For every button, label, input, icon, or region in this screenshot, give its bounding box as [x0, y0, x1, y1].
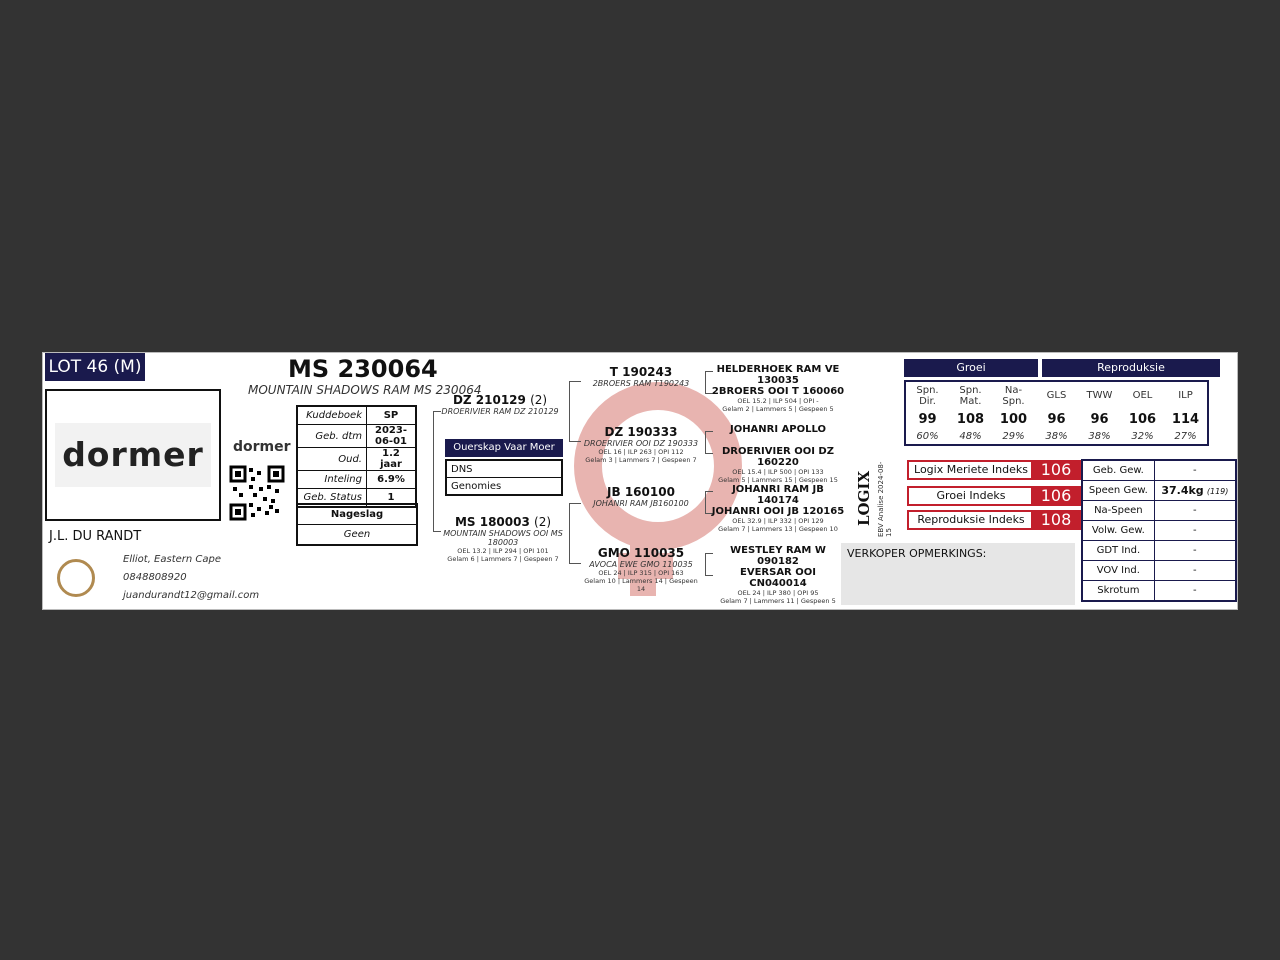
sd-name: DROERIVIER OOI DZ 190333 [583, 439, 699, 448]
measure-label: Geb. Gew. [1082, 460, 1154, 481]
ebv-accuracy: 29% [1002, 431, 1025, 442]
ebv-value: 100 [999, 411, 1028, 427]
ebv-col-header: TWW [1086, 390, 1113, 401]
groei-header: Groei [904, 359, 1038, 377]
measure-value: - [1154, 561, 1236, 581]
ebv-value: 114 [1171, 411, 1200, 427]
breed-label: dormer [233, 439, 291, 455]
connector [705, 371, 706, 393]
info-label: Geb. Status [297, 489, 367, 508]
sire-name: DROERIVIER RAM DZ 210129 [441, 407, 559, 416]
info-label: Kuddeboek [297, 406, 367, 425]
measure-label: GDT Ind. [1082, 541, 1154, 561]
info-label: Inteling [297, 471, 367, 489]
sire-count: (2) [530, 393, 548, 407]
dd-name: AVOCA EWE GMO 110035 [589, 560, 693, 569]
ds-id: JB 160100 [607, 485, 675, 499]
ddd-id: EVERSAR OOI CN040014 [740, 567, 816, 589]
animal-id: MS 230064 [288, 355, 438, 383]
breeder-email[interactable]: juandurandt12@gmail.com [123, 590, 260, 601]
ddd-lambing: Gelam 7 | Lammers 11 | Gespeen 5 [720, 597, 836, 605]
pedigree-sdd [711, 446, 845, 484]
ssd-stats: OEL 15.2 | ILP 504 | OPI - [737, 397, 819, 405]
groei-index [907, 486, 1083, 506]
ebv-accuracy: 32% [1131, 431, 1154, 442]
sd-id: DZ 190333 [604, 425, 678, 439]
ebv-value: 99 [918, 411, 937, 427]
ebv-accuracy: 38% [1045, 431, 1068, 442]
ebv-col-header: ILP [1178, 390, 1193, 401]
pedigree-ss [581, 365, 701, 388]
dam-id: MS 180003 [454, 515, 530, 529]
ssd-id: 2BROERS OOI T 160060 [711, 386, 845, 397]
ebv-accuracy: 48% [959, 431, 982, 442]
breeder-location: Elliot, Eastern Cape [123, 554, 222, 565]
reproduksie-index [907, 510, 1083, 530]
ouerskap-row: Genomies [446, 478, 562, 496]
ebv-table [904, 380, 1209, 446]
ebv-col-header: OEL [1132, 390, 1153, 401]
ouerskap-table [445, 459, 563, 496]
info-label: Oud. [297, 448, 367, 471]
ouerskap-header: Ouerskap Vaar Moer [445, 439, 563, 457]
measure-extra: (119) [1206, 487, 1229, 496]
pedigree-ds [581, 485, 701, 508]
ebv-col-header: GLS [1046, 390, 1067, 401]
sss-id: HELDERHOEK RAM VE 130035 [716, 364, 840, 386]
measure-value: 37.4kg [1161, 484, 1204, 497]
measure-label: Volw. Gew. [1082, 521, 1154, 541]
animal-info-table [296, 405, 417, 508]
pedigree-sire [435, 393, 565, 416]
measure-value: - [1154, 521, 1236, 541]
ebv-col-header: Spn. Dir. [916, 384, 939, 407]
ebv-value: 106 [1128, 411, 1157, 427]
dormer-logo: dormer [55, 423, 211, 487]
logix-meriete-index [907, 460, 1083, 480]
ssd-lambing: Gelam 2 | Lammers 5 | Gespeen 5 [722, 405, 834, 413]
index-value: 108 [1031, 510, 1081, 530]
measure-value: - [1154, 541, 1236, 561]
connector [569, 563, 581, 564]
ebv-accuracy: 60% [916, 431, 939, 442]
dam-lambing: Gelam 6 | Lammers 7 | Gespeen 7 [447, 555, 559, 563]
sdd-lambing: Gelam 5 | Lammers 15 | Gespeen 15 [718, 476, 838, 484]
sdd-stats: OEL 15.4 | ILP 500 | OPI 133 [732, 468, 824, 476]
lot-badge: LOT 46 (M) [45, 353, 145, 381]
pedigree-dd [581, 546, 701, 593]
ebv-value: 96 [1047, 411, 1066, 427]
measure-value: - [1154, 581, 1236, 602]
sds-id: JOHANRI APOLLO [729, 424, 827, 435]
index-value: 106 [1031, 460, 1081, 480]
dsd-lambing: Gelam 7 | Lammers 13 | Gespeen 10 [718, 525, 838, 533]
ebv-accuracy: 38% [1088, 431, 1111, 442]
nageslag-value: Geen [297, 525, 417, 546]
pedigree-ssd [711, 386, 845, 413]
measures-table [1081, 459, 1237, 602]
reproduksie-header: Reproduksie [1042, 359, 1220, 377]
measure-label: Skrotum [1082, 581, 1154, 602]
sd-lambing: Gelam 3 | Lammers 7 | Gespeen 7 [585, 456, 697, 464]
pedigree-dsd [711, 506, 845, 533]
measure-value: - [1154, 460, 1236, 481]
info-value: SP [367, 406, 417, 425]
lot-card [42, 352, 1238, 610]
ds-name: JOHANRI RAM JB160100 [593, 499, 689, 508]
ss-id: T 190243 [609, 365, 673, 379]
seller-remarks-label: VERKOPER OPMERKINGS: [847, 547, 987, 560]
connector [569, 381, 570, 441]
nageslag-table [296, 503, 418, 546]
ebv-accuracy: 27% [1174, 431, 1197, 442]
info-value: 1.2 jaar [367, 448, 417, 471]
breed-logo-box [45, 389, 221, 521]
ebv-col-header: Spn. Mat. [959, 384, 982, 407]
stud-emblem-icon [57, 559, 95, 597]
pedigree-dam [435, 515, 571, 563]
connector [705, 491, 706, 513]
dds-id: WESTLEY RAM W 090182 [730, 545, 826, 567]
ebv-value: 96 [1090, 411, 1109, 427]
dsd-stats: OEL 32.9 | ILP 332 | OPI 129 [732, 517, 824, 525]
info-label: Geb. dtm [297, 425, 367, 448]
sire-id: DZ 210129 [452, 393, 526, 407]
info-value: 1 [367, 489, 417, 508]
connector [433, 411, 434, 531]
connector [569, 441, 581, 442]
connector [705, 553, 706, 575]
connector [705, 431, 706, 453]
measure-label: VOV Ind. [1082, 561, 1154, 581]
dd-lambing: Gelam 10 | Lammers 14 | Gespeen 14 [584, 577, 698, 593]
ouerskap-row: DNS [446, 460, 562, 478]
logix-analysis-date: EBV Analise 2024-08-15 [877, 461, 893, 537]
pedigree-sd [581, 425, 701, 464]
dam-stats: OEL 13.2 | ILP 294 | OPI 101 [457, 547, 549, 555]
logix-logo: LOGIX [855, 470, 873, 526]
dd-id: GMO 110035 [597, 546, 685, 560]
dss-id: JOHANRI RAM JB 140174 [732, 484, 824, 506]
breeder-phone[interactable]: 0848808920 [123, 572, 187, 583]
index-label: Groei Indeks [936, 489, 1006, 502]
measure-label: Speen Gew. [1082, 481, 1154, 501]
dsd-id: JOHANRI OOI JB 120165 [711, 506, 845, 517]
connector [569, 381, 581, 382]
index-value: 106 [1031, 486, 1081, 506]
animal-name: MOUNTAIN SHADOWS RAM MS 230064 [248, 383, 482, 397]
ss-name: 2BROERS RAM T190243 [592, 379, 690, 388]
dam-name: MOUNTAIN SHADOWS OOI MS 180003 [443, 529, 563, 547]
sd-stats: OEL 16 | ILP 263 | OPI 112 [598, 448, 684, 456]
ebv-value: 108 [956, 411, 985, 427]
qr-code-icon[interactable] [229, 465, 285, 521]
info-value: 2023-06-01 [367, 425, 417, 448]
sdd-id: DROERIVIER OOI DZ 160220 [722, 446, 834, 468]
dd-stats: OEL 24 | ILP 315 | OPI 163 [598, 569, 684, 577]
index-label: Reproduksie Indeks [917, 513, 1025, 526]
index-label: Logix Meriete Indeks [914, 463, 1028, 476]
nageslag-label: Nageslag [297, 504, 417, 525]
breeder-name: J.L. DU RANDT [49, 529, 142, 544]
ddd-stats: OEL 24 | ILP 380 | OPI 95 [737, 589, 819, 597]
info-value: 6.9% [367, 471, 417, 489]
ebv-col-header: Na- Spn. [1002, 384, 1025, 407]
measure-value: - [1154, 501, 1236, 521]
pedigree-ddd [711, 567, 845, 605]
seller-remarks-box[interactable] [841, 543, 1075, 605]
measure-label: Na-Speen [1082, 501, 1154, 521]
dam-count: (2) [534, 515, 552, 529]
connector [569, 503, 581, 504]
